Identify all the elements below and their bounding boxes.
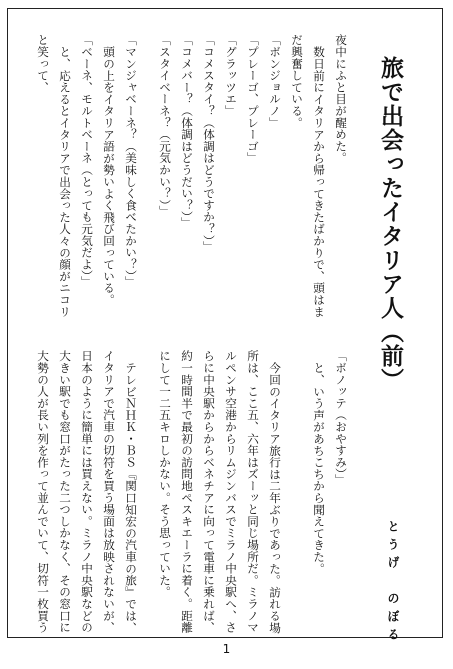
text-line: 所は、ここ五、六年はズーッと同じ場所だ。ミラノマ (246, 350, 260, 634)
text-line: 「ボンジョルノ」 (268, 34, 282, 129)
text-line: 「プレーゴ、プレーゴ」 (246, 34, 260, 164)
text-line: 「グラッツエ」 (224, 34, 238, 117)
text-line: 約一時間半で最初の訪問地ペスキエーラに着く。距離 (180, 350, 194, 634)
text-line: 今回のイタリア旅行は二年ぶりであった。訪れる場 (268, 362, 282, 634)
text-line: テレビＮＨＫ・ＢＳ『関口知宏の汽車の旅』では、 (124, 362, 138, 634)
text-line: 夜中にふと目が醒めた。 (334, 34, 348, 164)
text-line: ルペンサ空港からリムジンバスでミラノ中央駅へ、さ (224, 350, 238, 634)
text-line: と、応えるとイタリアで出会った人々の顔がニコリ (58, 46, 72, 318)
text-line: 「コメスタイ？（体調はどうですか？）」 (202, 34, 216, 253)
text-line: だ興奮している。 (290, 34, 304, 129)
text-line: 「ボノッテ（おやすみ）」 (334, 350, 348, 486)
author-name: とうげ のぼる (386, 520, 400, 646)
page-number: 1 (222, 642, 231, 656)
text-line: イタリアで汽車の切符を買う場面は放映されないが、 (102, 350, 116, 634)
text-line: にして一二五キロしかない。そう思っていた。 (158, 350, 172, 598)
text-line: 頭の上をイタリア語が勢いよく飛び回っている。 (102, 46, 116, 306)
text-line: 大きい駅でも窓口がたった二つしかなく、その窓口に (58, 350, 72, 634)
text-line: らに中央駅からからベネチアに向って電車に乗れば、 (202, 350, 216, 634)
text-line: 「コメバー？（体調はどうだい？）」 (180, 34, 194, 229)
document-title: 旅で出会ったイタリア人（前） (377, 56, 403, 392)
text-line: 「スタイベーネ？（元気かい？）」 (158, 34, 172, 217)
text-line: 数日前にイタリアから帰ってきたばかりで、頭はま (312, 46, 326, 318)
text-line: と、いう声があちこちから聞えてきた。 (312, 362, 326, 575)
text-line: 大勢の人が長い列を作って並んでいて、切符一枚買う (36, 350, 50, 634)
text-line: 日本のように簡単には買えない。ミラノ中央駅などの (80, 350, 94, 634)
text-line: 「ベーネ、モルトベーネ（とっても元気だよ）」 (80, 34, 94, 288)
text-line: と笑って、 (36, 34, 50, 93)
text-line: 「マンジャベーネ？（美味しく食べたかい？）」 (124, 34, 138, 288)
